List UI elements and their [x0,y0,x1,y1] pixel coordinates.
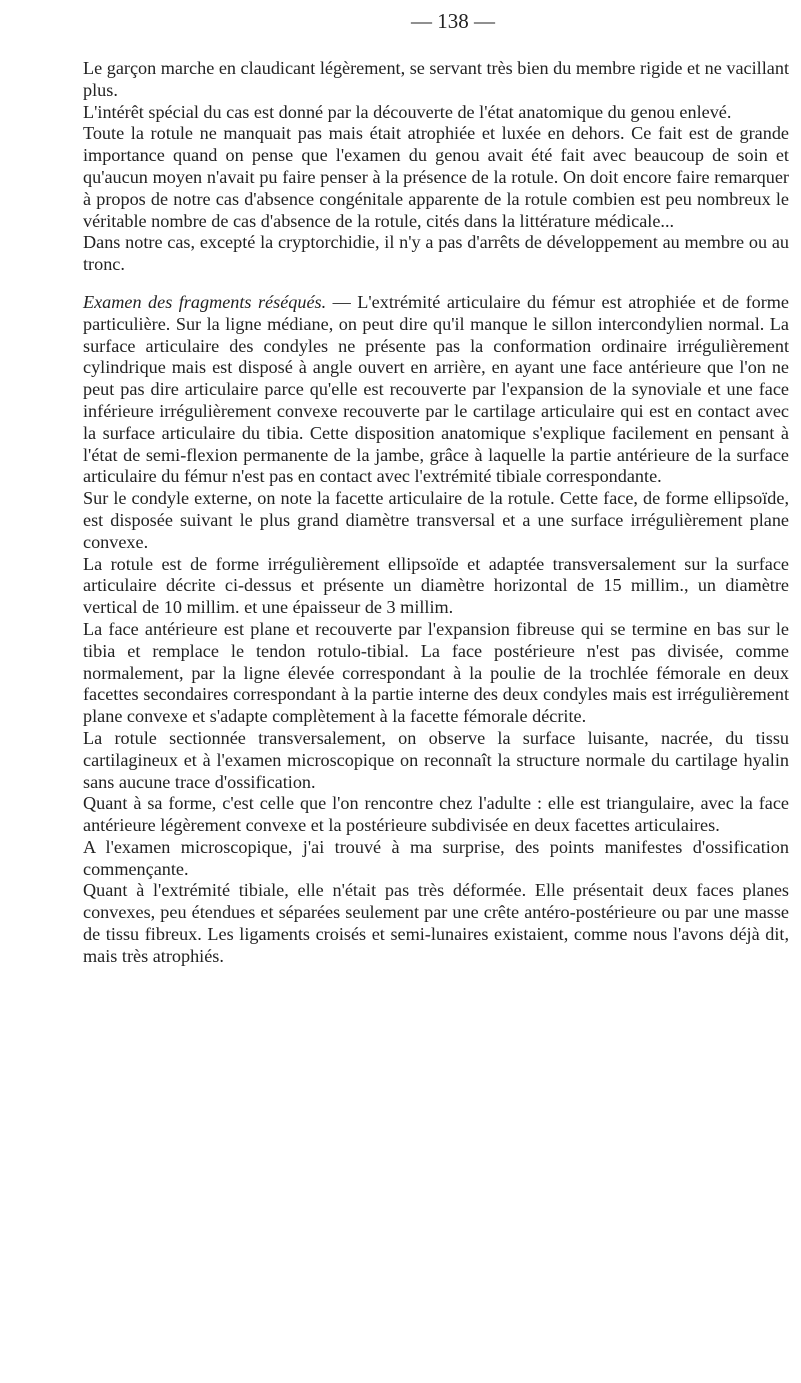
paragraph: Quant à sa forme, c'est celle que l'on rencontre chez l'adulte : elle est triangulaire, avec la face antérieure légèrement convexe et la postérieure subdivisée en deux facettes articulaires. [83,793,789,836]
page-number: — 138 — [411,9,495,33]
paragraph: A l'examen microscopique, j'ai trouvé à ma surprise, des points manifestes d'ossification commençante. [83,836,789,879]
paragraph: Toute la rotule ne manquait pas mais était atrophiée et luxée en dehors. Ce fait est de grande importance quand on pense que l'examen du genou avait été fait avec beaucoup de soin et qu'aucun moyen n'avait pu faire penser à la présence de la rotule. On doit encore faire remarquer à propos de notre cas d'absence congénitale apparente de la rotule combien est peu nombreux le véritable nombre de cas d'absence de la rotule, cités dans la littérature médicale... [83,123,789,231]
paragraph: La rotule est de forme irrégulièrement ellipsoïde et adaptée transversalement sur la surface articulaire décrite ci-dessus et présente un diamètre horizontal de 15 millim., un diamètre vertical de 10 millim. et une épaisseur de 3 millim. [83,553,789,618]
section-paragraph [83,292,789,488]
paragraph: L'intérêt spécial du cas est donné par la découverte de l'état anatomique du genou enlevé. [83,101,732,122]
section-intro: — L'extrémité articulaire du fémur est atrophiée et de forme particulière. Sur la ligne médiane, on peut dire qu'il manque le sillon intercondylien normal. La surface articulaire des condyles ne présente pas la conformation ordinaire irrégulièrement cylindrique mais est disposé à angle ouvert en arrière, en ayant une face antérieure que l'on ne peut pas dire articulaire parce qu'elle est recouverte par l'expansion de la synoviale et une face inférieure irrégulièrement convexe recouverte par le cartilage articulaire qui est en contact avec la surface articulaire du tibia. Cette disposition anatomique s'explique facilement en pensant à l'état de semi-flexion permanente de la jambe, grâce à laquelle la partie antérieure de la surface articulaire du fémur n'est pas en contact avec l'extrémité tibiale correspondante. [83,291,790,487]
body-text [83,58,789,968]
paragraph: La face antérieure est plane et recouverte par l'expansion fibreuse qui se termine en bas sur le tibia et remplace le tendon rotulo-tibial. La face postérieure n'est pas divisée, comme normalement, par la ligne élevée correspondant à la poulie de la trochlée fémorale en deux facettes secondaires correspondant à la partie interne des deux condyles mais est irrégulièrement plane convexe et s'adapte complètement à la facette fémorale décrite. [83,618,789,727]
paragraph: La rotule sectionnée transversalement, on observe la surface luisante, nacrée, du tissu cartilagineux et à l'examen microscopique on reconnaît la structure normale du cartilage hyalin sans aucune trace d'ossification. [83,727,789,792]
section-heading: Examen des fragments réséqués. [83,291,327,312]
paragraph: Quant à l'extrémité tibiale, elle n'était pas très déformée. Elle présentait deux faces planes convexes, peu étendues et séparées seulement par une crête antéro-postérieure ou par une masse de tissu fibreux. Les ligaments croisés et semi-lunaires existaient, comme nous l'avons déjà dit, mais très atrophiés. [83,880,789,966]
paragraph-gap [83,276,789,292]
paragraph: Le garçon marche en claudicant légèrement, se servant très bien du membre rigide et ne vacillant plus. [83,58,789,100]
paragraph: Dans notre cas, excepté la cryptorchidie, il n'y a pas d'arrêts de développement au membre ou au tronc. [83,232,789,275]
paragraph: Sur le condyle externe, on note la facette articulaire de la rotule. Cette face, de forme ellipsoïde, est disposée suivant le plus grand diamètre transversal et a une surface irrégulièrement plane convexe. [83,488,789,552]
